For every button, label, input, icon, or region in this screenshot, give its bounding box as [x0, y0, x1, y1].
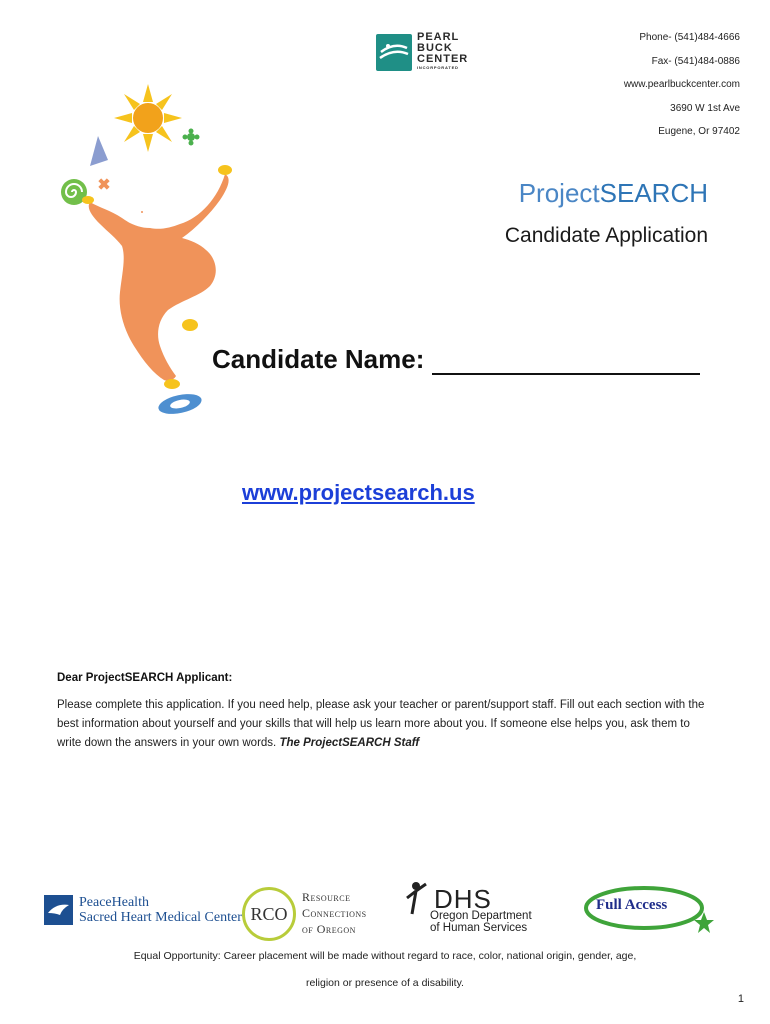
dhs-logo	[404, 880, 564, 940]
letter-body-text: Please complete this application. If you need help, please ask your teacher or parent/support staff. Fill out each section with the best information about yourself and your skills that will help us learn more about you. If someone else helps you, ask them to write down the answers in your own words.	[57, 699, 705, 749]
peacehealth-text	[79, 895, 242, 925]
pearl-buck-logo-icon	[376, 34, 412, 71]
pearl-buck-line1: PEARL	[417, 31, 460, 43]
website-text: www.pearlbuckcenter.com	[623, 79, 740, 90]
candidate-name-label: Candidate Name:	[212, 344, 425, 374]
peacehealth-dove-icon	[44, 895, 73, 925]
page-number: 1	[737, 993, 744, 1005]
pearl-buck-line3: CENTER	[417, 53, 469, 65]
rco-line2: Connections	[302, 906, 367, 920]
star-icon	[183, 129, 200, 146]
letter-greeting: Dear ProjectSEARCH Applicant:	[57, 672, 233, 684]
small-cross-icon	[98, 178, 109, 189]
rco-text	[302, 889, 367, 937]
pearl-buck-line2: BUCK	[417, 42, 453, 54]
contact-block	[624, 26, 740, 144]
peacehealth-line2: Sacred Heart Medical Center	[79, 910, 242, 925]
dhs-line1: Oregon Department	[430, 910, 532, 922]
pearl-buck-logo-text	[417, 32, 468, 71]
project-title-part2: SEARCH	[599, 178, 708, 208]
rco-logo	[242, 885, 382, 945]
dancer-figure	[89, 174, 229, 381]
city-text: Eugene, Or 97402	[658, 126, 740, 137]
letter-body	[57, 696, 717, 753]
street-text: 3690 W 1st Ave	[670, 102, 740, 114]
sun-icon	[114, 84, 182, 152]
project-title	[519, 178, 708, 209]
pearl-buck-line4: INCORPORATED	[417, 65, 459, 70]
project-title-part1: Project	[518, 178, 600, 208]
equal-opportunity-line1: Equal Opportunity: Career placement will be made without regard to race, color, national origin, gender, age,	[133, 950, 637, 962]
candidate-name-row	[212, 344, 700, 375]
triangle-icon	[90, 136, 108, 166]
fax-text: Fax- (541)484-0886	[651, 55, 740, 67]
rco-line3: of Oregon	[302, 922, 356, 936]
rco-line1: Resource	[302, 890, 351, 904]
pearl-buck-logo	[376, 31, 469, 74]
rco-mark: RCO	[242, 887, 296, 941]
phone-text: Phone- (541)484-4666	[639, 32, 740, 43]
peacehealth-logo	[44, 892, 242, 932]
project-subtitle: Candidate Application	[504, 224, 708, 247]
dhs-line2: of Human Services	[430, 922, 528, 934]
letter-signature: The ProjectSEARCH Staff	[279, 737, 420, 749]
candidate-name-field[interactable]	[432, 347, 700, 375]
dhs-mark: DHS	[434, 884, 492, 914]
disc-icon	[157, 391, 204, 418]
dhs-subtext	[430, 910, 532, 934]
full-access-logo	[584, 884, 714, 942]
dancer-head	[141, 211, 143, 213]
full-access-text: Full Access	[596, 897, 668, 913]
project-url-link[interactable]: www.projectsearch.us	[242, 480, 475, 505]
peacehealth-line1: PeaceHealth	[79, 895, 149, 910]
equal-opportunity-line2: religion or presence of a disability.	[306, 977, 464, 989]
dhs-figure-icon	[404, 880, 432, 916]
